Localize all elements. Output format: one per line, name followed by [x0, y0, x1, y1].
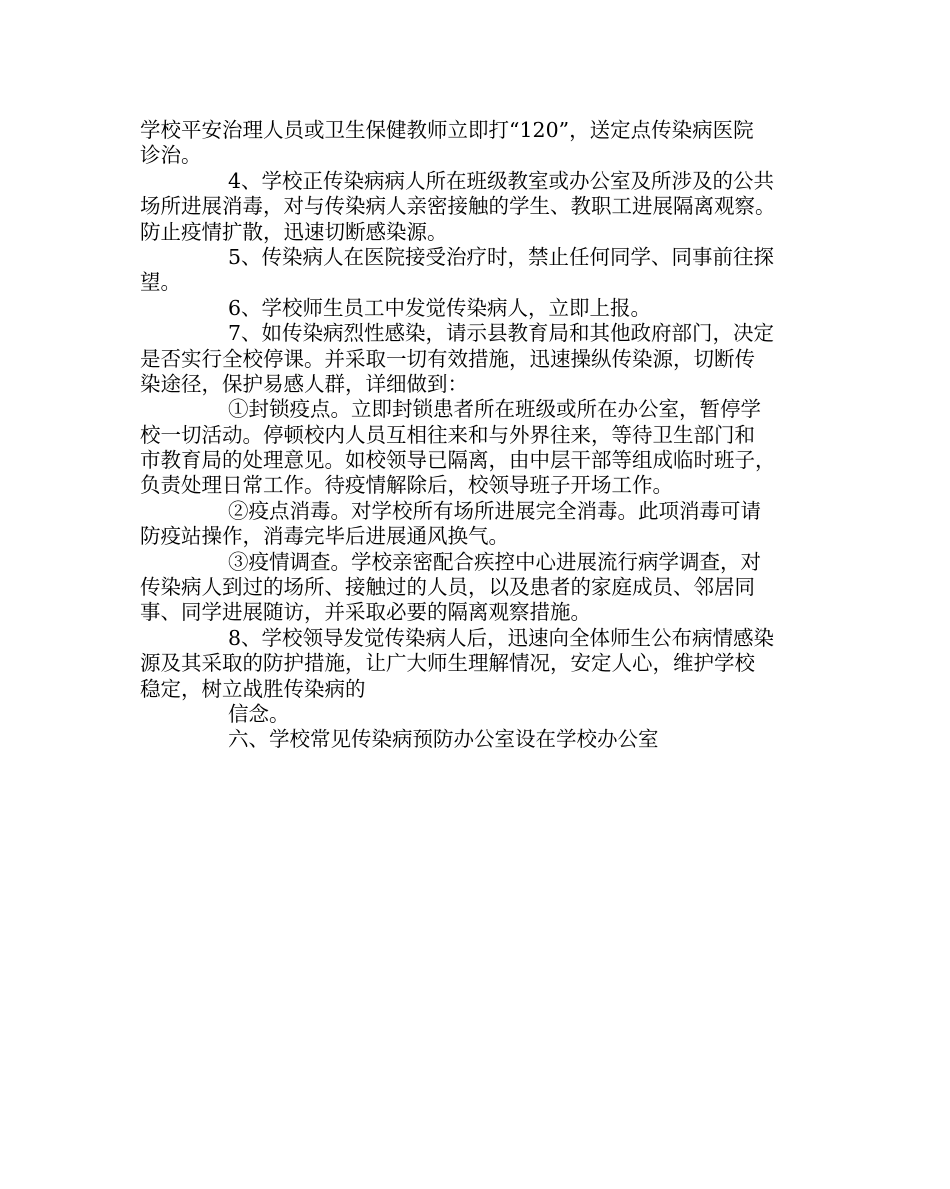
paragraph-start-line: ②疫点消毒。对学校所有场所进展完全消毒。此项消毒可请 [228, 498, 761, 523]
text-line: 防疫站操作，消毒完毕后进展通风换气。 [140, 524, 509, 549]
text-line: 望。 [140, 270, 181, 295]
paragraph-start-line: 8、学校领导发觉传染病人后，迅速向全体师生公布病情感染 [228, 625, 775, 650]
text-line: 学校平安治理人员或卫生保健教师立即打“120”，送定点传染病医院 [140, 118, 754, 142]
text-line: 染途径，保护易感人群，详细做到： [140, 371, 468, 396]
text-line: 传染病人到过的场所、接触过的人员，以及患者的家庭成员、邻居同 [140, 575, 755, 600]
paragraph-start-line: 6、学校师生员工中发觉传染病人，立即上报。 [228, 295, 652, 320]
paragraph-start-line: ③疫情调查。学校亲密配合疾控中心进展流行病学调查，对 [228, 549, 761, 574]
document-body [140, 118, 830, 753]
text-line: 稳定，树立战胜传染病的 [140, 676, 366, 701]
paragraph-start-line: 信念。 [228, 701, 290, 726]
text-line: 源及其采取的防护措施，让广大师生理解情况，安定人心，维护学校 [140, 651, 755, 676]
section-heading-line: 六、学校常见传染病预防办公室设在学校办公室 [228, 727, 659, 752]
paragraph-start-line: 4、学校正传染病病人所在班级教室或办公室及所涉及的公共 [228, 168, 775, 193]
paragraph-start-line: 7、如传染病烈性感染，请示县教育局和其他政府部门，决定 [228, 321, 775, 346]
text-line: 诊治。 [140, 143, 202, 168]
text-line: 事、同学进展随访，并采取必要的隔离观察措施。 [140, 600, 591, 625]
paragraph-start-line: 5、传染病人在医院接受治疗时，禁止任何同学、同事前往探 [228, 244, 775, 269]
paragraph-start-line: ①封锁疫点。立即封锁患者所在班级或所在办公室，暂停学 [228, 397, 761, 422]
text-line: 是否实行全校停课。并采取一切有效措施，迅速操纵传染源，切断传 [140, 346, 755, 371]
text-line: 防止疫情扩散，迅速切断感染源。 [140, 219, 448, 244]
text-line: 负责处理日常工作。待疫情解除后，校领导班子开场工作。 [140, 473, 673, 498]
text-line: 场所进展消毒，对与传染病人亲密接触的学生、教职工进展隔离观察。 [140, 194, 776, 219]
text-line: 校一切活动。停顿校内人员互相往来和与外界往来，等待卫生部门和 [140, 422, 755, 447]
text-line: 市教育局的处理意见。如校领导已隔离，由中层干部等组成临时班子， [140, 448, 776, 473]
